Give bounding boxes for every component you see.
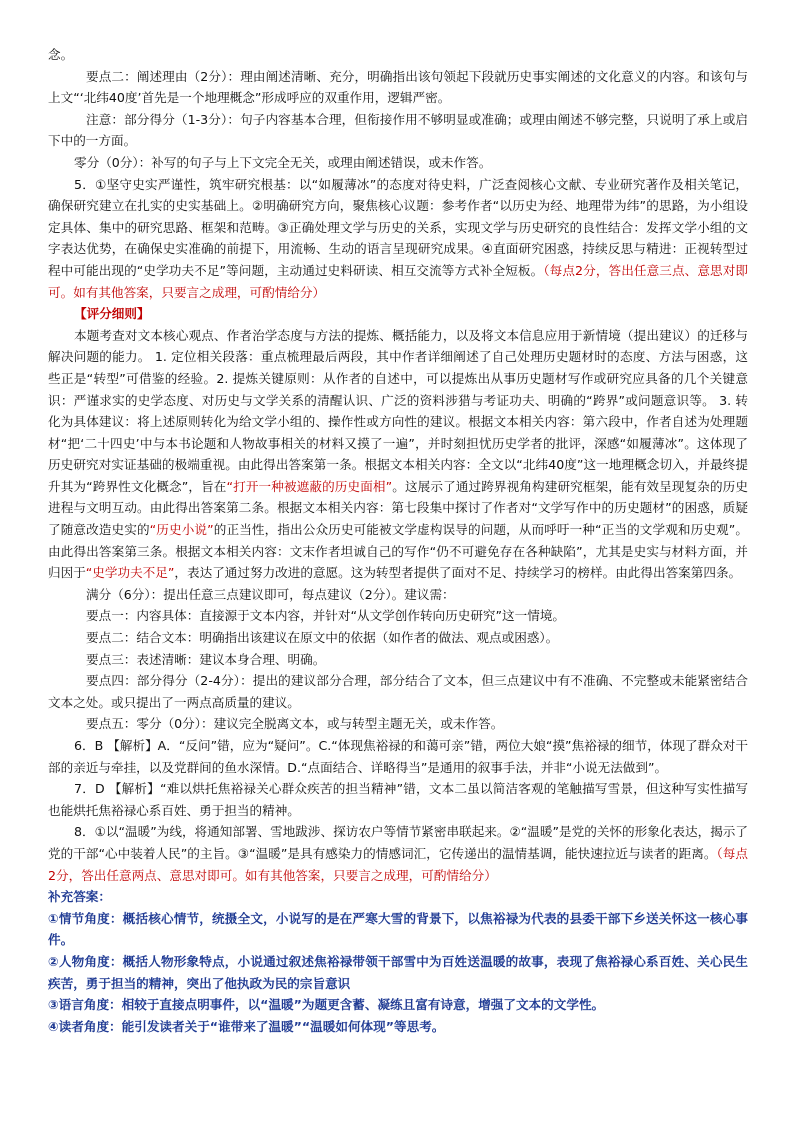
supplementary-language: ③语言角度：相较于直接点明事件，以“温暖”为题更含蓄、凝练且富有诗意，增强了文本的文学性。 [48,997,605,1013]
detail-text-4: ，表达了通过努力改进的意愿。这为转型者提供了面对不足、持续学习的榜样。由此得出答案第四条。 [174,565,742,581]
detail-text-3: 的正当性，指出公众历史可能被文学虚构误导的问题，从而呼吁一种“正当的文学观和历史观”。由此得出答案第三条。根据文本相关内容：文末作者坦诚自己的写作“仍不可避免存在各种缺陷”，尤其是史实与材料方面，并归因于 [48,522,748,581]
zero-score-note: 零分（0分）：补写的句子与上下文完全无关，或理由阐述错误，或未作答。 [74,154,492,170]
requirement-three: 要点三：表述清晰：建议本身合理、明确。 [86,651,326,667]
supplementary-title: 补充答案： [48,889,111,905]
q5-answer-text: 5．①坚守史实严谨性，筑牢研究根基：以“如履薄冰”的态度对待史料，广泛查阅核心文献、专业研究著作及相关笔记，确保研究建立在扎实的史实基础上。②明确研究方向，聚焦核心议题：参考作者“以历史为经、地理带为纬”的思路，为小组设定具体、集中的研究思路、框架和范畴。③正确处理文学与历史的关系，实现文学与历史研究的良性结合：发挥文学小组的文字表达优势，在确保史实准确的前提下，用流畅、生动的语言呈现研究成果。④直面研究困惑，持续反思与精进：正视转型过程中可能出现的“史学功夫不足”等问题，主动通过史料研读、相互交流等方式补全短板。 [48,176,748,278]
detail-text-1: 本题考查对文本核心观点、作者治学态度与方法的提炼、概括能力，以及将文本信息应用于新情境（提出建议）的迁移与解决问题的能力。 1. 定位相关段落：重点梳理最后两段，其中作者详细阐述了自己处理历史题材时的态度、方法与困惑，这些正是“转型”可借鉴的经验。2. 提炼关键原则：从作者的自述中，可以提炼出从事历史题材写作或研究应具备的几个关键意识：严谨求实的史学态度、对历史与文学关系的清醒认识、广泛的资料涉猎与考证功夫、明确的“跨界”或问题意识等。 3. 转化为具体建议：将上述原则转化为给文学小组的、操作性或方向性的建议。根据文本相关内容：第六段中，作者自述为处理题材“把‘二十四史’中与本书论题和人物故事相关的材料又摸了一遍”，并时刻担忧历史学者的批评，深感“如履薄冰”。这体现了历史研究对实证基础的极端重视。由此得出答案第一条。根据文本相关内容：全文以“北纬40度”这一地理概念切入，并最终提升其为“跨界性文化概念”，旨在 [48,327,748,494]
document-page [48,44,748,1037]
q8-score-note: （每点2分，答出任意两点、意思对即可。如有其他答案，只要言之成理，可酌情给分） [48,845,749,883]
scoring-point-two: 要点二：阐述理由（2分）：理由阐述清晰、充分，明确指出该句领起下段就历史事实阐述的文化意义的内容。和该句与上文“‘北纬40度’首先是一个地理概念”形成呼应的双重作用，逻辑严密。 [48,68,748,106]
requirement-two: 要点二：结合文本：明确指出该建议在原文中的依据（如作者的做法、观点或困惑）。 [86,630,559,646]
question-5-answer [48,174,748,304]
scoring-detail-heading [48,303,748,325]
supplementary-plot: ①情节角度：概括核心情节，统摄全文，小说写的是在严寒大雪的背景下，以焦裕禄为代表的县委干部下乡送关怀这一核心事件。 [48,910,748,948]
scoring-detail-tag: 【评分细则】 [74,306,150,322]
paragraph-fragment: 念。 [48,47,74,62]
partial-score-note: 注意：部分得分（1-3分）：句子内容基本合理，但衔接作用不够明显或准确；或理由阐述不够完整，只说明了承上或启下中的一方面。 [48,111,748,149]
question-8-answer [48,821,748,886]
scoring-detail-body [48,325,748,584]
detail-quote-2: “历史小说” [149,522,214,538]
detail-quote-3: “史学功夫不足” [85,565,175,581]
requirement-one: 要点一：内容具体：直接源于文本内容，并针对“从文学创作转向历史研究”这一情境。 [86,608,566,624]
supplementary-reader: ④读者角度：能引发读者关于“谁带来了温暖”“温暖如何体现”等思考。 [48,1018,445,1034]
supplementary-character: ②人物角度：概括人物形象特点，小说通过叙述焦裕禄带领干部雪中为百姓送温暖的故事，表现了焦裕禄心系百姓、关心民生疾苦，勇于担当的精神，突出了他执政为民的宗旨意识 [48,953,748,991]
detail-quote-1: “打开一种被遮蔽的历史面相” [226,478,393,494]
detail-text-2: 。这展示了通过跨界视角构建研究框架，能有效呈现复杂的历史进程与文明互动。由此得出答案第二条。根据文本相关内容：第七段集中探讨了作者对“文学写作中的历史题材”的困惑，质疑了随意改造史实的 [48,478,748,538]
q8-answer-text: 8．①以“温暖”为线，将通知部署、雪地跋涉、探访农户等情节紧密串联起来。②“温暖”是党的关怀的形象化表达，揭示了党的干部“心中装着人民”的主旨。③“温暖”是具有感染力的情感词汇，它传递出的温情基调，能快速拉近与读者的距离。 [48,824,748,861]
requirement-four: 要点四：部分得分（2-4分）：提出的建议部分合理，部分结合了文本，但三点建议中有不准确、不完整或未能紧密结合文本之处。或只提出了一两点高质量的建议。 [48,673,748,710]
requirement-five: 要点五：零分（0分）：建议完全脱离文本，或与转型主题无关，或未作答。 [86,716,504,732]
question-6-answer: 6．B 【解析】A．“反问”错，应为“疑问”。C.“体现焦裕禄的和蔼可亲”错，两位大娘“摸”焦裕禄的细节，体现了群众对干部的亲近与牵挂，以及党群间的鱼水深情。D.“点面结合、详略得当”是通用的叙事手法，并非“小说无法做到”。 [48,738,748,775]
q5-score-note: （每点2分，答出任意三点、意思对即可。如有其他答案，只要言之成理，可酌情给分） [48,262,748,300]
question-7-answer: 7．D 【解析】“难以烘托焦裕禄关心群众疾苦的担当精神”错，文本二虽以简洁客观的笔触描写雪景，但这种写实性描写也能烘托焦裕禄心系百姓、勇于担当的精神。 [48,781,748,818]
full-score-criteria: 满分（6分）：提出任意三点建议即可，每点建议（2分）。建议需： [86,586,455,602]
